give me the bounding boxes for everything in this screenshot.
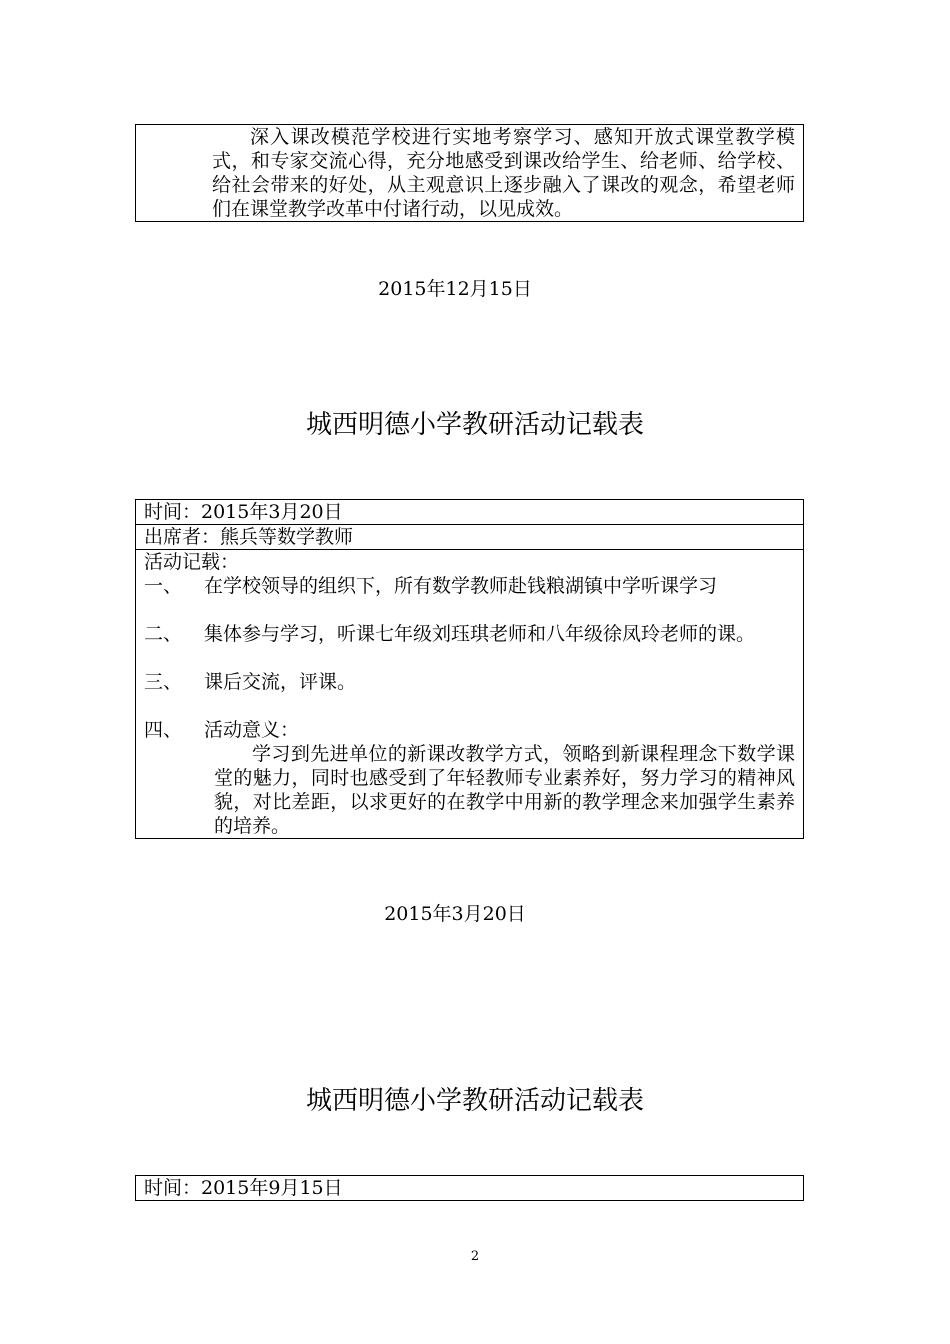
record1-attendees: 出席者：熊兵等数学教师 — [136, 524, 803, 549]
record1-activity — [136, 549, 803, 838]
item-text: 活动意义： — [204, 719, 300, 741]
item-number: 一、 — [144, 575, 183, 597]
record1-time: 时间：2015年3月20日 — [144, 501, 343, 523]
summary-box — [135, 124, 804, 222]
meaning-text: 学习到先进单位的新课改教学方式，领略到新课程理念下数学课堂的魅力，同时也感受到了年轻教师专业素养好，努力学习的精神风貌，对比差距，以求更好的在教学中用新的教学理念来加强学生素养的培养。 — [214, 743, 795, 837]
activity-label: 活动记载： — [144, 551, 240, 573]
item-text: 课后交流，评课。 — [204, 671, 357, 693]
item-text: 在学校领导的组织下，所有数学教师赴钱粮湖镇中学听课学习 — [204, 575, 718, 597]
record1-date: 2015年3月20日 — [384, 903, 526, 925]
item-number: 三、 — [144, 671, 183, 693]
summary-date: 2015年12月15日 — [378, 278, 532, 300]
page-number: 2 — [470, 1249, 480, 1264]
list-item — [144, 574, 795, 598]
item-text: 集体参与学习，听课七年级刘珏琪老师和八年级徐凤玲老师的课。 — [204, 623, 756, 645]
record1-table — [135, 499, 804, 839]
record2-table — [135, 1175, 804, 1201]
record2-time: 时间：2015年9月15日 — [144, 1177, 343, 1199]
list-item — [144, 622, 795, 646]
record1-title: 城西明德小学教研活动记载表 — [305, 410, 644, 440]
list-item — [144, 718, 795, 838]
record2-title: 城西明德小学教研活动记载表 — [305, 1086, 644, 1116]
item-number: 四、 — [144, 719, 183, 741]
list-item — [144, 670, 795, 694]
summary-text: 深入课改模范学校进行实地考察学习、感知开放式课堂教学模式，和专家交流心得，充分地感受到课改给学生、给老师、给学校、给社会带来的好处，从主观意识上逐步融入了课改的观念，希望老师们在课堂教学改革中付诸行动，以见成效。 — [212, 126, 795, 220]
item-number: 二、 — [144, 623, 183, 645]
